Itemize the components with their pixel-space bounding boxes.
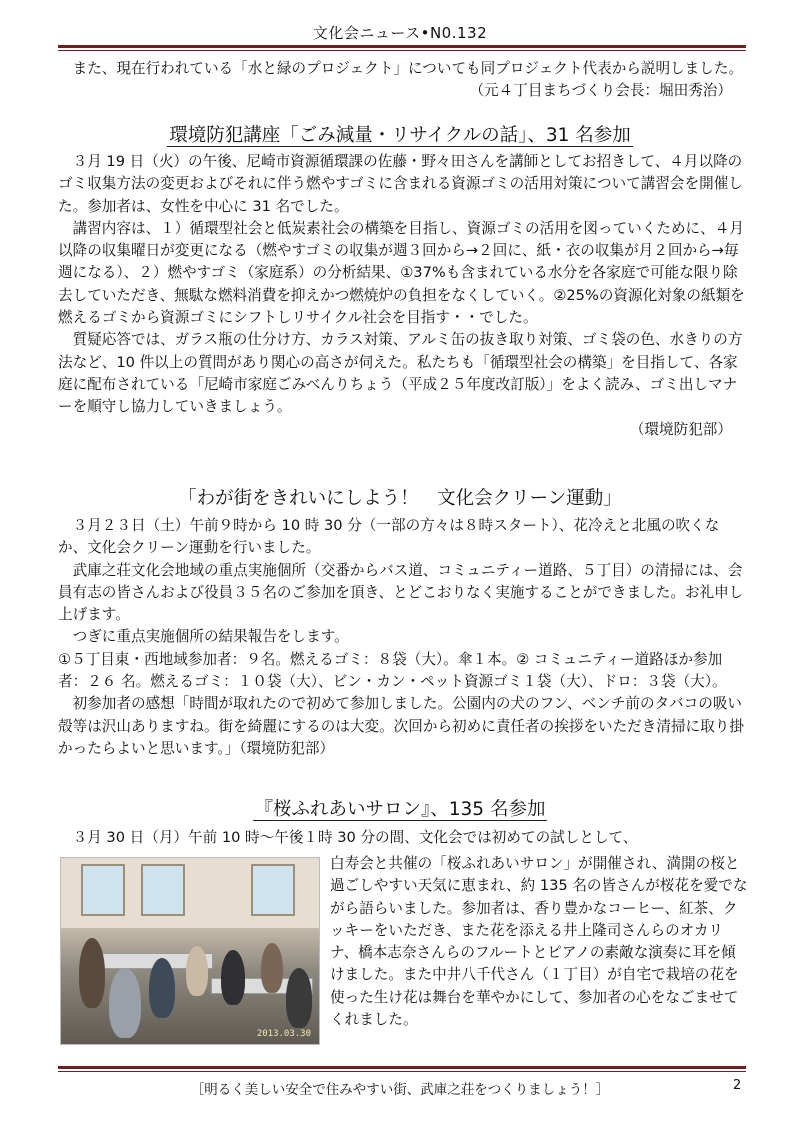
article3-body: [330, 853, 750, 1031]
article3-paragraph: 白寿会と共催の「桜ふれあいサロン」が開催され、満開の桜と過ごしやすい天気に恵まれ、約 135 名の皆さんが桜花を愛でながら語らいました。参加者は、香り豊かなコーヒー、紅茶、クッキーをいただき、また花を添える井上隆司さんらのオカリナ、橋本志奈さんらのフルートとピアノの素敵な演奏に耳を傾けました。また中井八千代さん（１丁目）が自宅で栽培の花を使った生け花は舞台を華やかにして、参加者の心をなごませてくれました。: [330, 855, 748, 1029]
photo-person: [221, 950, 245, 1005]
salon-event-photo: [60, 857, 320, 1045]
article2-paragraph: 武庫之荘文化会地域の重点実施個所（交番からバス道、コミュニティー道路、５丁目）の清掃には、会員有志の皆さんおよび役員３５名のご参加を頂き、とどこおりなく実施することができました。お礼申し上げます。: [58, 561, 744, 624]
article2-body: [58, 515, 746, 760]
article2-paragraph: つぎに重点実施個所の結果報告をします。: [72, 628, 349, 646]
photo-date-stamp: 2013.03.30: [256, 1029, 311, 1039]
photo-person: [286, 968, 312, 1028]
footer-rule-thin: [58, 1071, 746, 1072]
photo-person: [186, 946, 208, 996]
article2-impression: 初参加者の感想「時間が取れたので初めて参加しました。公園内の犬のフン、ベンチ前のタバコの吸い殻等は沢山ありますね。街を綺麗にするのは大変。次回から初めに責任者の挨拶をいただき清掃に取り掛かったらよいと思います。」（環境防犯部）: [58, 695, 744, 757]
photo-person: [79, 938, 105, 1008]
page-number: 2: [733, 1078, 742, 1093]
article1-signature: （環境防犯部）: [629, 420, 732, 438]
article2-paragraph: ３月２３日（土）午前９時から 10 時 30 分（一部の方々は８時スタート）、花冷えと北風の吹くなか、文化会クリーン運動を行いました。: [58, 517, 720, 557]
photo-person: [109, 968, 141, 1038]
photo-window: [141, 864, 185, 916]
photo-person: [149, 958, 175, 1018]
article3-heading: [0, 797, 800, 823]
intro-section: [58, 58, 746, 103]
footer-rule-thick: [58, 1066, 746, 1069]
article1-heading-text: 環境防犯講座「ごみ減量・リサイクルの話」、31 名参加: [169, 125, 631, 146]
article3-heading-text: 『桜ふれあいサロン』、135 名参加: [254, 799, 546, 820]
header-rule-thick: [58, 45, 746, 48]
photo-window: [81, 864, 125, 916]
article2-heading-text: 「わが街をきれいにしよう！ 文化会クリーン運動」: [178, 488, 622, 509]
intro-text: また、現在行われている「水と緑のプロジェクト」についても同プロジェクト代表から説明しました。: [72, 60, 744, 77]
article1-heading: [0, 123, 800, 149]
photo-window: [251, 864, 295, 916]
article2-results: ①５丁目東・西地域参加者：９名。燃えるゴミ：８袋（大）。傘１本。② コミュニティー道路ほか参加者：２６ 名。燃えるゴミ：１０袋（大）、ビン・カン・ペット資源ゴミ１袋（大）、ドロ：３袋（大）。: [58, 650, 727, 691]
article1-paragraph: ３月 19 日（火）の午後、尼崎市資源循環課の佐藤・野々田さんを講師としてお招きして、４月以降のゴミ収集方法の変更およびそれに伴う燃やすゴミに含まれる資源ゴミの活用対策について講習会を開催した。参加者は、女性を中心に 31 名でした。: [58, 153, 743, 215]
photo-person: [261, 943, 283, 993]
article1-paragraph: 講習内容は、１）循環型社会と低炭素社会の構築を目指し、資源ゴミの活用を図っていくために、４月以降の収集曜日が変更になる（燃やすゴミの収集が週３回から→２回に、紙・衣の収集が月２回から→毎週になる）、２）燃やすゴミ（家庭系）の分析結果、①37%も含まれている水分を各家庭で可能な限り除去していただき、無駄な燃料消費を抑えかつ燃焼炉の負担をなくしていく。②25%の資源化対象の紙類を燃えるゴミから資源ゴミにシフトしリサイクル社会を目指す・・でした。: [58, 219, 745, 327]
header-rule-thin: [58, 50, 746, 51]
footer-slogan: ［明るく美しい安全で住みやすい街、武庫之荘をつくりましょう！］: [190, 1082, 610, 1098]
article3-lead: ３月 30 日（月）午前 10 時～午後１時 30 分の間、文化会では初めての試しとして、: [72, 829, 638, 846]
article3-lead-block: [58, 827, 746, 849]
newsletter-title: 文化会ニュース•N0.132: [312, 24, 488, 42]
article1-paragraph: 質疑応答では、ガラス瓶の仕分け方、カラス対策、アルミ缶の抜き取り対策、ゴミ袋の色、水きりの方法など、10 件以上の質問があり関心の高さが伺えた。私たちも「循環型社会の構築」を目指して、各家庭に配布されている「尼崎市家庭ごみべんりちょう（平成２５年度改訂版）」をよく読み、ゴミ出しマナーを順守し協力していきましょう。: [58, 331, 743, 416]
article1-body: [58, 151, 746, 441]
intro-signature: （元４丁目まちづくり会長：堀田秀治）: [469, 82, 732, 100]
article2-heading: [0, 486, 800, 512]
